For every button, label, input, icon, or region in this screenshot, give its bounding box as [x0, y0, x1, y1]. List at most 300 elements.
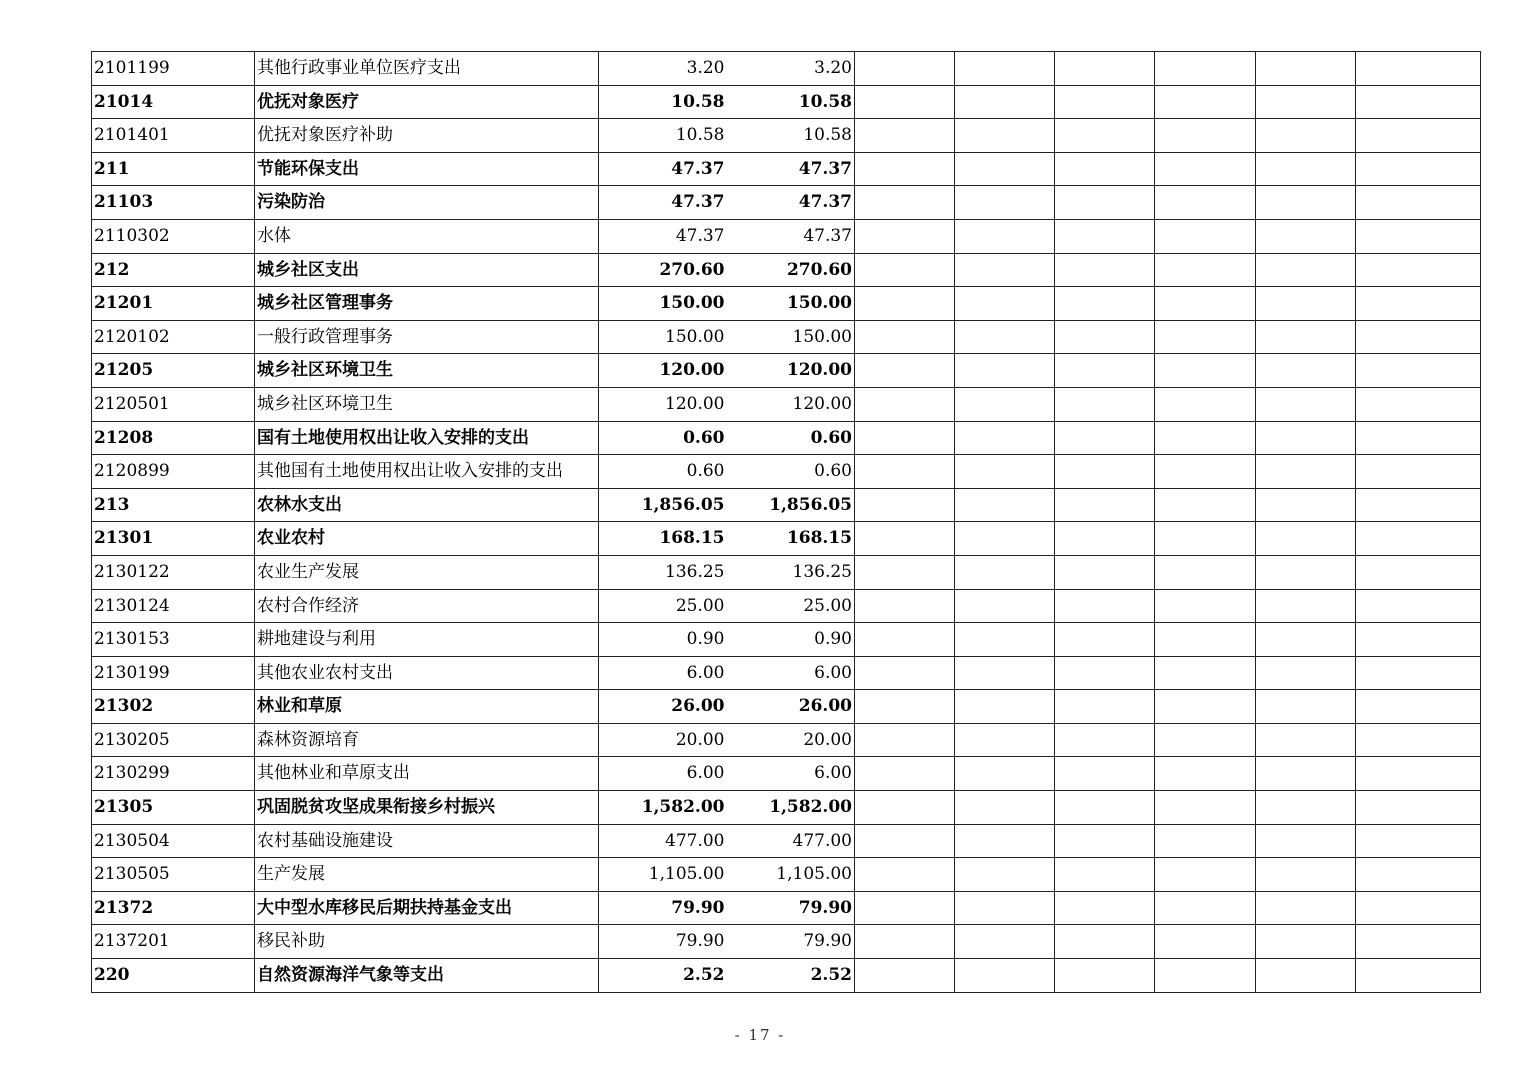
empty-cell — [1155, 824, 1256, 858]
empty-cell — [1356, 455, 1481, 489]
table-row — [92, 723, 1481, 757]
amount-total-cell: 2.52 — [599, 959, 727, 993]
amount-basic-cell: 1,856.05 — [727, 488, 855, 522]
empty-cell — [855, 253, 955, 287]
empty-cell — [1055, 152, 1155, 186]
name-cell: 生产发展 — [255, 858, 599, 892]
empty-cell — [1055, 690, 1155, 724]
empty-cell — [1155, 85, 1256, 119]
code-cell: 2101199 — [92, 52, 255, 86]
table-row — [92, 85, 1481, 119]
empty-cell — [1356, 723, 1481, 757]
amount-basic-cell: 150.00 — [727, 320, 855, 354]
amount-total-cell: 1,582.00 — [599, 791, 727, 825]
empty-cell — [1155, 891, 1256, 925]
amount-basic-cell: 136.25 — [727, 555, 855, 589]
empty-cell — [955, 555, 1055, 589]
empty-cell — [955, 723, 1055, 757]
empty-cell — [955, 52, 1055, 86]
empty-cell — [855, 959, 955, 993]
amount-basic-cell: 0.90 — [727, 623, 855, 657]
amount-total-cell: 79.90 — [599, 891, 727, 925]
empty-cell — [955, 119, 1055, 153]
empty-cell — [955, 858, 1055, 892]
table-row — [92, 891, 1481, 925]
amount-total-cell: 120.00 — [599, 354, 727, 388]
name-cell: 其他行政事业单位医疗支出 — [255, 52, 599, 86]
empty-cell — [1055, 891, 1155, 925]
amount-basic-cell: 6.00 — [727, 656, 855, 690]
empty-cell — [1055, 219, 1155, 253]
empty-cell — [855, 891, 955, 925]
amount-basic-cell: 2.52 — [727, 959, 855, 993]
empty-cell — [1256, 320, 1356, 354]
name-cell: 优抚对象医疗补助 — [255, 119, 599, 153]
empty-cell — [955, 186, 1055, 220]
amount-total-cell: 150.00 — [599, 320, 727, 354]
empty-cell — [1055, 320, 1155, 354]
empty-cell — [1055, 757, 1155, 791]
empty-cell — [1256, 522, 1356, 556]
empty-cell — [1155, 623, 1256, 657]
table-row — [92, 488, 1481, 522]
amount-total-cell: 168.15 — [599, 522, 727, 556]
empty-cell — [1356, 824, 1481, 858]
code-cell: 2130205 — [92, 723, 255, 757]
empty-cell — [1155, 757, 1256, 791]
empty-cell — [1256, 421, 1356, 455]
empty-cell — [1155, 354, 1256, 388]
amount-basic-cell: 1,582.00 — [727, 791, 855, 825]
amount-basic-cell: 6.00 — [727, 757, 855, 791]
empty-cell — [1356, 354, 1481, 388]
amount-total-cell: 79.90 — [599, 925, 727, 959]
amount-total-cell: 3.20 — [599, 52, 727, 86]
empty-cell — [955, 589, 1055, 623]
empty-cell — [1155, 219, 1256, 253]
empty-cell — [1356, 387, 1481, 421]
empty-cell — [855, 52, 955, 86]
empty-cell — [855, 387, 955, 421]
empty-cell — [1256, 858, 1356, 892]
table-row — [92, 858, 1481, 892]
empty-cell — [1356, 421, 1481, 455]
amount-total-cell: 477.00 — [599, 824, 727, 858]
empty-cell — [1155, 287, 1256, 321]
empty-cell — [1256, 119, 1356, 153]
empty-cell — [1356, 522, 1481, 556]
code-cell: 2101401 — [92, 119, 255, 153]
empty-cell — [955, 455, 1055, 489]
amount-basic-cell: 25.00 — [727, 589, 855, 623]
amount-basic-cell: 477.00 — [727, 824, 855, 858]
empty-cell — [1356, 85, 1481, 119]
empty-cell — [1055, 522, 1155, 556]
code-cell: 21014 — [92, 85, 255, 119]
code-cell: 220 — [92, 959, 255, 993]
name-cell: 耕地建设与利用 — [255, 623, 599, 657]
empty-cell — [1055, 186, 1155, 220]
amount-total-cell: 150.00 — [599, 287, 727, 321]
empty-cell — [855, 589, 955, 623]
table-row — [92, 52, 1481, 86]
amount-basic-cell: 79.90 — [727, 891, 855, 925]
table-row — [92, 791, 1481, 825]
empty-cell — [855, 824, 955, 858]
empty-cell — [1256, 488, 1356, 522]
name-cell: 自然资源海洋气象等支出 — [255, 959, 599, 993]
amount-total-cell: 1,856.05 — [599, 488, 727, 522]
table-row — [92, 421, 1481, 455]
empty-cell — [1256, 186, 1356, 220]
name-cell: 节能环保支出 — [255, 152, 599, 186]
amount-basic-cell: 79.90 — [727, 925, 855, 959]
empty-cell — [1155, 320, 1256, 354]
empty-cell — [1155, 959, 1256, 993]
empty-cell — [1055, 455, 1155, 489]
empty-cell — [855, 455, 955, 489]
empty-cell — [1155, 656, 1256, 690]
table-row — [92, 925, 1481, 959]
table-row — [92, 589, 1481, 623]
empty-cell — [1356, 656, 1481, 690]
empty-cell — [1155, 52, 1256, 86]
empty-cell — [1256, 152, 1356, 186]
empty-cell — [1055, 421, 1155, 455]
empty-cell — [1256, 757, 1356, 791]
empty-cell — [1256, 959, 1356, 993]
amount-total-cell: 270.60 — [599, 253, 727, 287]
empty-cell — [1256, 52, 1356, 86]
name-cell: 农林水支出 — [255, 488, 599, 522]
empty-cell — [1155, 421, 1256, 455]
code-cell: 211 — [92, 152, 255, 186]
empty-cell — [1356, 186, 1481, 220]
name-cell: 巩固脱贫攻坚成果衔接乡村振兴 — [255, 791, 599, 825]
empty-cell — [1256, 85, 1356, 119]
empty-cell — [1055, 85, 1155, 119]
amount-basic-cell: 20.00 — [727, 723, 855, 757]
empty-cell — [1256, 354, 1356, 388]
empty-cell — [955, 85, 1055, 119]
amount-total-cell: 0.60 — [599, 455, 727, 489]
name-cell: 移民补助 — [255, 925, 599, 959]
empty-cell — [1055, 589, 1155, 623]
empty-cell — [1356, 52, 1481, 86]
empty-cell — [855, 757, 955, 791]
empty-cell — [855, 656, 955, 690]
name-cell: 国有土地使用权出让收入安排的支出 — [255, 421, 599, 455]
empty-cell — [1356, 858, 1481, 892]
empty-cell — [855, 152, 955, 186]
empty-cell — [1356, 623, 1481, 657]
empty-cell — [1155, 723, 1256, 757]
table-row — [92, 455, 1481, 489]
empty-cell — [1055, 119, 1155, 153]
amount-basic-cell: 120.00 — [727, 387, 855, 421]
empty-cell — [855, 186, 955, 220]
code-cell: 2130299 — [92, 757, 255, 791]
empty-cell — [955, 824, 1055, 858]
table-row — [92, 354, 1481, 388]
amount-basic-cell: 168.15 — [727, 522, 855, 556]
name-cell: 农业农村 — [255, 522, 599, 556]
empty-cell — [955, 354, 1055, 388]
amount-total-cell: 1,105.00 — [599, 858, 727, 892]
code-cell: 21305 — [92, 791, 255, 825]
empty-cell — [1356, 589, 1481, 623]
empty-cell — [1055, 858, 1155, 892]
empty-cell — [1055, 656, 1155, 690]
empty-cell — [1055, 488, 1155, 522]
code-cell: 213 — [92, 488, 255, 522]
amount-total-cell: 0.60 — [599, 421, 727, 455]
amount-total-cell: 10.58 — [599, 119, 727, 153]
empty-cell — [955, 488, 1055, 522]
empty-cell — [1055, 253, 1155, 287]
empty-cell — [1256, 824, 1356, 858]
empty-cell — [1155, 152, 1256, 186]
empty-cell — [1356, 488, 1481, 522]
empty-cell — [855, 320, 955, 354]
empty-cell — [1256, 287, 1356, 321]
table-row — [92, 119, 1481, 153]
code-cell: 2120501 — [92, 387, 255, 421]
amount-total-cell: 25.00 — [599, 589, 727, 623]
page-number: - 17 - — [734, 1026, 786, 1044]
empty-cell — [1155, 253, 1256, 287]
empty-cell — [955, 623, 1055, 657]
code-cell: 2120899 — [92, 455, 255, 489]
table-row — [92, 152, 1481, 186]
empty-cell — [1155, 522, 1256, 556]
empty-cell — [1055, 354, 1155, 388]
name-cell: 农村合作经济 — [255, 589, 599, 623]
name-cell: 其他国有土地使用权出让收入安排的支出 — [255, 455, 599, 489]
name-cell: 城乡社区环境卫生 — [255, 354, 599, 388]
name-cell: 优抚对象医疗 — [255, 85, 599, 119]
empty-cell — [855, 791, 955, 825]
table-row — [92, 824, 1481, 858]
empty-cell — [855, 723, 955, 757]
table-row — [92, 387, 1481, 421]
empty-cell — [1256, 925, 1356, 959]
empty-cell — [1155, 858, 1256, 892]
empty-cell — [1155, 186, 1256, 220]
empty-cell — [955, 925, 1055, 959]
code-cell: 21208 — [92, 421, 255, 455]
amount-basic-cell: 47.37 — [727, 152, 855, 186]
amount-basic-cell: 0.60 — [727, 421, 855, 455]
empty-cell — [855, 522, 955, 556]
name-cell: 城乡社区支出 — [255, 253, 599, 287]
name-cell: 一般行政管理事务 — [255, 320, 599, 354]
code-cell: 21201 — [92, 287, 255, 321]
empty-cell — [1256, 219, 1356, 253]
empty-cell — [1055, 52, 1155, 86]
empty-cell — [1356, 925, 1481, 959]
empty-cell — [855, 690, 955, 724]
empty-cell — [1356, 959, 1481, 993]
empty-cell — [855, 858, 955, 892]
code-cell: 2130504 — [92, 824, 255, 858]
empty-cell — [955, 522, 1055, 556]
name-cell: 城乡社区环境卫生 — [255, 387, 599, 421]
empty-cell — [855, 488, 955, 522]
code-cell: 2130199 — [92, 656, 255, 690]
empty-cell — [1356, 791, 1481, 825]
table-row — [92, 287, 1481, 321]
empty-cell — [855, 85, 955, 119]
empty-cell — [1256, 690, 1356, 724]
empty-cell — [1256, 891, 1356, 925]
empty-cell — [1256, 253, 1356, 287]
amount-total-cell: 20.00 — [599, 723, 727, 757]
amount-total-cell: 47.37 — [599, 219, 727, 253]
code-cell: 2130124 — [92, 589, 255, 623]
empty-cell — [955, 959, 1055, 993]
empty-cell — [955, 757, 1055, 791]
budget-table — [91, 51, 1481, 993]
empty-cell — [1356, 119, 1481, 153]
code-cell: 2137201 — [92, 925, 255, 959]
empty-cell — [1155, 555, 1256, 589]
empty-cell — [1055, 925, 1155, 959]
empty-cell — [855, 219, 955, 253]
code-cell: 21103 — [92, 186, 255, 220]
empty-cell — [1256, 723, 1356, 757]
empty-cell — [955, 656, 1055, 690]
table-row — [92, 690, 1481, 724]
empty-cell — [1356, 891, 1481, 925]
empty-cell — [955, 421, 1055, 455]
table-row — [92, 959, 1481, 993]
empty-cell — [955, 320, 1055, 354]
empty-cell — [855, 623, 955, 657]
amount-total-cell: 0.90 — [599, 623, 727, 657]
amount-basic-cell: 26.00 — [727, 690, 855, 724]
empty-cell — [1256, 623, 1356, 657]
empty-cell — [1055, 287, 1155, 321]
amount-total-cell: 136.25 — [599, 555, 727, 589]
amount-basic-cell: 10.58 — [727, 85, 855, 119]
amount-basic-cell: 0.60 — [727, 455, 855, 489]
name-cell: 农村基础设施建设 — [255, 824, 599, 858]
code-cell: 2120102 — [92, 320, 255, 354]
amount-basic-cell: 10.58 — [727, 119, 855, 153]
table-row — [92, 219, 1481, 253]
empty-cell — [855, 555, 955, 589]
empty-cell — [1155, 387, 1256, 421]
name-cell: 林业和草原 — [255, 690, 599, 724]
empty-cell — [1356, 253, 1481, 287]
name-cell: 其他林业和草原支出 — [255, 757, 599, 791]
empty-cell — [1256, 555, 1356, 589]
empty-cell — [955, 219, 1055, 253]
empty-cell — [955, 253, 1055, 287]
amount-total-cell: 120.00 — [599, 387, 727, 421]
table-row — [92, 757, 1481, 791]
empty-cell — [1055, 623, 1155, 657]
amount-total-cell: 47.37 — [599, 186, 727, 220]
empty-cell — [1256, 791, 1356, 825]
table-row — [92, 623, 1481, 657]
empty-cell — [1055, 791, 1155, 825]
empty-cell — [1256, 656, 1356, 690]
amount-total-cell: 47.37 — [599, 152, 727, 186]
name-cell: 水体 — [255, 219, 599, 253]
empty-cell — [1356, 555, 1481, 589]
amount-total-cell: 26.00 — [599, 690, 727, 724]
empty-cell — [955, 152, 1055, 186]
code-cell: 2110302 — [92, 219, 255, 253]
empty-cell — [955, 387, 1055, 421]
empty-cell — [955, 287, 1055, 321]
empty-cell — [1356, 320, 1481, 354]
amount-total-cell: 6.00 — [599, 656, 727, 690]
table-row — [92, 253, 1481, 287]
empty-cell — [855, 354, 955, 388]
name-cell: 大中型水库移民后期扶持基金支出 — [255, 891, 599, 925]
empty-cell — [1155, 488, 1256, 522]
amount-basic-cell: 1,105.00 — [727, 858, 855, 892]
amount-basic-cell: 270.60 — [727, 253, 855, 287]
name-cell: 农业生产发展 — [255, 555, 599, 589]
empty-cell — [1155, 589, 1256, 623]
amount-basic-cell: 3.20 — [727, 52, 855, 86]
code-cell: 21302 — [92, 690, 255, 724]
empty-cell — [955, 791, 1055, 825]
table-row — [92, 656, 1481, 690]
empty-cell — [1356, 219, 1481, 253]
table-body — [92, 52, 1481, 993]
empty-cell — [1055, 959, 1155, 993]
table-row — [92, 522, 1481, 556]
name-cell: 城乡社区管理事务 — [255, 287, 599, 321]
empty-cell — [855, 421, 955, 455]
empty-cell — [1356, 757, 1481, 791]
amount-total-cell: 10.58 — [599, 85, 727, 119]
code-cell: 21205 — [92, 354, 255, 388]
empty-cell — [855, 925, 955, 959]
empty-cell — [955, 891, 1055, 925]
empty-cell — [1055, 555, 1155, 589]
empty-cell — [1256, 589, 1356, 623]
code-cell: 2130122 — [92, 555, 255, 589]
code-cell: 2130153 — [92, 623, 255, 657]
empty-cell — [1155, 925, 1256, 959]
empty-cell — [1256, 455, 1356, 489]
name-cell: 其他农业农村支出 — [255, 656, 599, 690]
amount-basic-cell: 47.37 — [727, 186, 855, 220]
code-cell: 2130505 — [92, 858, 255, 892]
empty-cell — [1356, 287, 1481, 321]
amount-basic-cell: 150.00 — [727, 287, 855, 321]
empty-cell — [1155, 119, 1256, 153]
empty-cell — [1356, 690, 1481, 724]
empty-cell — [855, 119, 955, 153]
code-cell: 21372 — [92, 891, 255, 925]
amount-total-cell: 6.00 — [599, 757, 727, 791]
empty-cell — [955, 690, 1055, 724]
empty-cell — [1055, 387, 1155, 421]
empty-cell — [1155, 690, 1256, 724]
empty-cell — [1356, 152, 1481, 186]
empty-cell — [855, 287, 955, 321]
amount-basic-cell: 120.00 — [727, 354, 855, 388]
code-cell: 21301 — [92, 522, 255, 556]
code-cell: 212 — [92, 253, 255, 287]
